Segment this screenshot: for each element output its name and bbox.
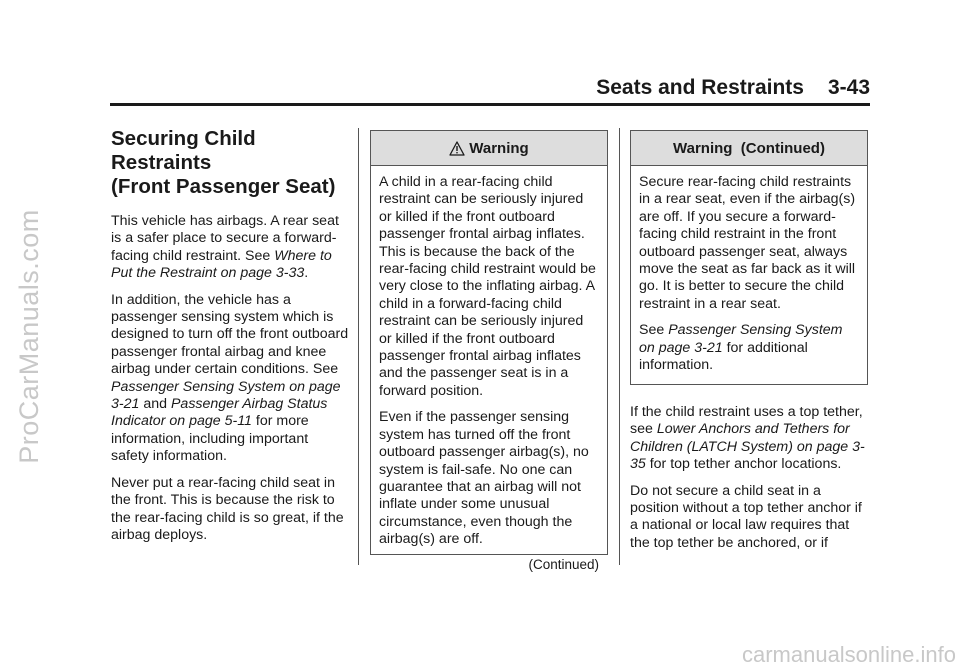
- warning-continued-body: [631, 166, 867, 374]
- p2-link-2[interactable]: Passenger Airbag Status Indicator on page 5-11: [111, 396, 328, 430]
- section-title: Seats and Restraints: [596, 76, 804, 99]
- warning-paragraph-1: A child in a rear-facing child restraint can be seriously injured or killed if the front outboard passenger frontal airbag inflates. This is because the back of the rear-facing child restraint would be very close to the inflating airbag. A child in a forward-facing child restraint can be seriously injured or killed if the front outboard passenger frontal airbag inflates and the passenger seat is in a forward position.: [379, 174, 596, 399]
- side-watermark-text: ProCarManuals.com: [13, 208, 44, 464]
- page-header: [110, 76, 870, 100]
- continued-label: (Continued): [528, 556, 599, 572]
- header-rule: [110, 103, 870, 106]
- c3-p1-text: If the child restraint uses a top tether, see: [630, 404, 863, 438]
- p2-mid: and: [139, 396, 171, 413]
- paragraph-3: Never put a rear-facing child seat in the front. This is because the risk to the rear-facing child is so great, if the airbag deploys.: [111, 474, 344, 543]
- warning-continued-paragraph-2: [639, 322, 859, 374]
- warning-paragraph-2: Even if the passenger sensing system has turned off the front outboard passenger airbag(s), no system is fail-safe. No one can guarantee that an airbag will not inflate under some unusual circumstance, even though the airbag(s) are off.: [379, 409, 589, 548]
- p2-end: for more information, including important safety information.: [111, 413, 309, 465]
- column-divider-2: [619, 128, 620, 565]
- warning-continued-title: Warning (Continued): [673, 139, 825, 157]
- p2-link-1[interactable]: Passenger Sensing System on page 3-21: [111, 378, 341, 413]
- warning-continued-paragraph-1: Secure rear-facing child restraints in a rear seat, even if the airbag(s) are off. If you secure a forward-facing child restraint in the front outboard passenger seat, always move the seat as far back as it will go. It is better to secure the child restraint in a rear seat.: [639, 174, 856, 312]
- wc-p2-link[interactable]: Passenger Sensing System on page 3-21: [639, 322, 843, 356]
- warning-box: [370, 130, 608, 572]
- warning-header: [371, 131, 607, 166]
- heading-line-1: Securing Child Restraints: [111, 127, 256, 174]
- paragraph-2: [111, 292, 349, 466]
- wc-p2-end: for additional information.: [639, 339, 808, 374]
- column-3: [630, 404, 868, 561]
- wc-p2-text: See: [639, 322, 669, 339]
- p1-link[interactable]: Where to Put the Restraint on page 3-33: [111, 247, 332, 282]
- section-heading: [111, 127, 349, 199]
- warning-body: [371, 166, 607, 573]
- side-watermark: [4, 0, 54, 672]
- page-number: 3-43: [827, 76, 870, 99]
- col3-paragraph-1: [630, 404, 868, 474]
- paragraph-1: [111, 213, 349, 283]
- warning-continued-header: [631, 131, 867, 166]
- p1-text: This vehicle has airbags. A rear seat is a safer place to secure a forward-facing child restraint. See: [111, 213, 339, 264]
- p1-end: .: [304, 265, 309, 282]
- column-1: [111, 127, 349, 553]
- c3-p1-link[interactable]: Lower Anchors and Tethers for Children (LATCH System) on page 3-35: [630, 421, 865, 473]
- warning-continued-box: [630, 130, 868, 385]
- p2-text: In addition, the vehicle has a passenger sensing system which is designed to turn off the front outboard passenger frontal airbag and knee airbag under certain conditions. See: [111, 291, 349, 378]
- column-divider-1: [358, 128, 359, 565]
- footer-watermark: carmanualsonline.info: [741, 642, 956, 667]
- warning-triangle-icon: [449, 141, 465, 156]
- warning-title: Warning: [469, 139, 529, 157]
- heading-line-2: (Front Passenger Seat): [111, 175, 336, 198]
- col3-paragraph-2: Do not secure a child seat in a position without a top tether anchor if a national or local law requires that the top tether be anchored, or if: [630, 482, 862, 551]
- c3-p1-end: for top tether anchor locations.: [645, 456, 842, 473]
